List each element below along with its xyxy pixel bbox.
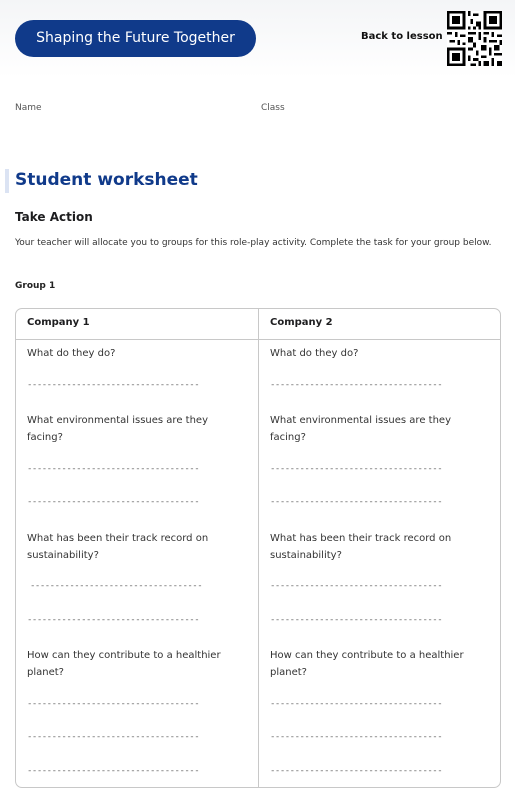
company-1-answer-line[interactable]: ----------------------------------- <box>27 699 200 709</box>
company-2-question-4: How can they contribute to a healthier planet? <box>270 650 464 678</box>
company-1-answer-line[interactable]: ----------------------------------- <box>27 464 200 474</box>
class-label: Class <box>261 103 285 113</box>
company-1-question-2: What environmental issues are they facing? <box>27 415 208 443</box>
company-1-question-4: How can they contribute to a healthier planet? <box>27 650 221 678</box>
company-2-question-2: What environmental issues are they facing? <box>270 415 451 443</box>
company-2-answer-line[interactable]: ----------------------------------- <box>270 464 443 474</box>
company-1-answer-line[interactable]: ----------------------------------- <box>27 615 200 625</box>
company-1-answer-line[interactable]: ----------------------------------- <box>27 380 200 390</box>
company-2-answer-line[interactable]: ----------------------------------- <box>270 615 443 625</box>
company-1-question-1: What do they do? <box>27 348 116 359</box>
company-2-answer-line[interactable]: ----------------------------------- <box>270 497 443 507</box>
group-label: Group 1 <box>15 281 56 291</box>
company-1-answer-line[interactable]: ----------------------------------- <box>27 732 200 742</box>
take-action-heading: Take Action <box>15 210 93 224</box>
worksheet-heading: Student worksheet <box>15 170 198 190</box>
company-2-answer-line[interactable]: ----------------------------------- <box>270 380 443 390</box>
intro-text: Your teacher will allocate you to groups for this role-play activity. Complete the task for your group below. <box>15 238 492 248</box>
company-2-question-3: What has been their track record on sustainability? <box>270 533 452 561</box>
worksheet-table <box>15 308 501 788</box>
company-2-answer-line[interactable]: ----------------------------------- <box>270 732 443 742</box>
back-to-lesson-link[interactable]: Back to lesson <box>361 31 443 42</box>
company-1-header: Company 1 <box>27 317 90 328</box>
header-divider <box>16 339 500 340</box>
company-2-answer-line[interactable]: ----------------------------------- <box>270 581 443 591</box>
company-2-answer-line[interactable]: ----------------------------------- <box>270 766 443 776</box>
company-2-header: Company 2 <box>270 317 333 328</box>
name-label: Name <box>15 103 42 113</box>
column-divider <box>258 309 259 787</box>
company-1-question-3: What has been their track record on sustainability? <box>27 533 209 561</box>
company-1-answer-line[interactable]: ----------------------------------- <box>27 497 200 507</box>
company-2-answer-line[interactable]: ----------------------------------- <box>270 699 443 709</box>
company-1-answer-line[interactable]: ----------------------------------- <box>27 766 200 776</box>
company-1-answer-line[interactable]: ----------------------------------- <box>30 581 203 591</box>
lesson-title-button[interactable]: Shaping the Future Together <box>15 20 256 57</box>
section-accent <box>5 169 9 193</box>
company-2-question-1: What do they do? <box>270 348 359 359</box>
qr-code-icon <box>447 11 502 66</box>
